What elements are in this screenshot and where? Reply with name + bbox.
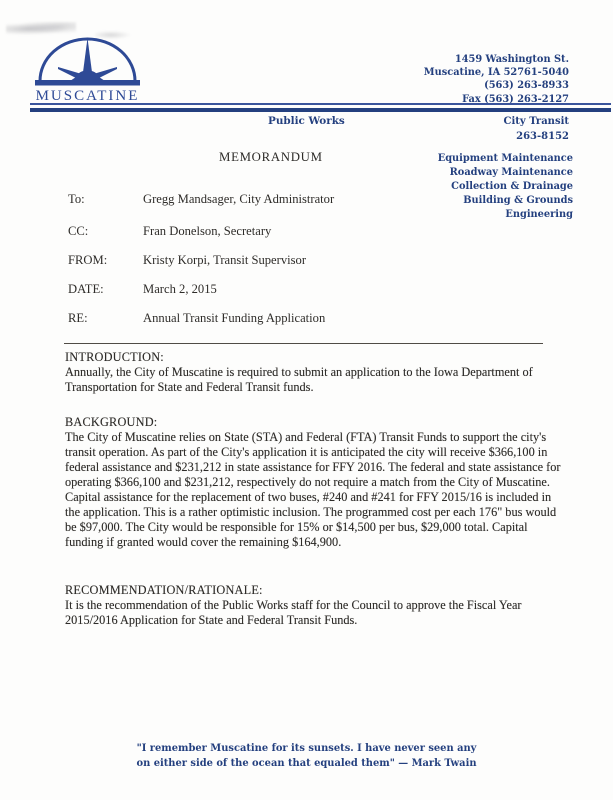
- footer-quote: [0, 741, 613, 771]
- section-divider: [64, 343, 543, 344]
- field-value: Annual Transit Funding Application: [143, 311, 326, 325]
- field-label: DATE:: [68, 282, 104, 296]
- field-label: CC:: [68, 224, 89, 238]
- memo-field-to: [68, 192, 334, 207]
- paragraph: It is the recommendation of the Public Works staff for the Council to approve the Fiscal Year 2015/2016 Application for State and Federal Transit Funds.: [65, 598, 522, 627]
- division-item: Collection & Drainage: [451, 181, 573, 192]
- address-line: Muscatine, IA 52761-5040: [423, 67, 569, 79]
- memo-field-re: [68, 311, 334, 326]
- field-value: March 2, 2015: [143, 282, 217, 296]
- arch-sunburst-emblem-icon: [34, 36, 141, 88]
- address-line: (563) 263-8933: [484, 80, 569, 92]
- division-item: Building & Grounds: [463, 195, 573, 206]
- city-logo: [34, 36, 141, 104]
- scan-artifact: [6, 22, 76, 36]
- paragraph: Annually, the City of Muscatine is required to submit an application to the Iowa Department of Transportation for State and Federal Transit funds.: [65, 365, 533, 394]
- quote-line: "I remember Muscatine for its sunsets. I have never seen any: [136, 743, 477, 754]
- letterhead-address: [424, 53, 569, 106]
- division-item: Equipment Maintenance: [437, 153, 573, 164]
- unit-phone: 263-8152: [516, 130, 569, 142]
- field-label: RE:: [68, 311, 88, 325]
- department-label: Public Works: [268, 115, 345, 127]
- field-label: FROM:: [68, 253, 108, 267]
- section-recommendation: [65, 583, 562, 628]
- field-value: Gregg Mandsager, City Administrator: [143, 192, 335, 206]
- letterhead-rule: [30, 103, 611, 112]
- section-heading: BACKGROUND:: [65, 415, 158, 429]
- address-line: Fax (563) 263-2127: [462, 93, 569, 105]
- field-label: To:: [68, 192, 85, 206]
- paragraph: Capital assistance for the replacement of two buses, #240 and #241 for FFY 2015/16 is included in the application. This is a rather optimistic inclusion. The programmed cost per each 176" bus would be $97,000. The City would be responsible for 15% or $14,500 per bus, $29,000 total. Capital funding if granted would cover the remaining $164,900.: [65, 490, 557, 549]
- quote-line: on either side of the ocean that equaled them" — Mark Twain: [136, 758, 477, 769]
- paragraph: The City of Muscatine relies on State (STA) and Federal (FTA) Transit Funds to support the city's transit operation. As part of the City's application it is anticipated the city will receive $366,100 in federal assistance and $231,212 in state assistance for FFY 2016. The federal and state assistance for operating $366,100 and $231,212, respectively do not require a match from the City of Muscatine.: [65, 430, 561, 489]
- logo-wordmark: MUSCATINE: [35, 88, 140, 104]
- division-item: Engineering: [505, 209, 573, 220]
- memo-field-from: [68, 253, 334, 268]
- memo-title: MEMORANDUM: [219, 150, 323, 164]
- section-background: [65, 415, 562, 550]
- division-item: Roadway Maintenance: [449, 167, 573, 178]
- memo-body: [65, 350, 562, 628]
- memo-fields: [68, 192, 334, 340]
- memo-field-date: [68, 282, 334, 297]
- address-line: 1459 Washington St.: [454, 54, 569, 65]
- division-list: [438, 152, 573, 222]
- unit-block: [504, 115, 569, 144]
- memo-field-cc: [68, 224, 334, 239]
- section-heading: INTRODUCTION:: [65, 350, 164, 364]
- section-heading: RECOMMENDATION/RATIONALE:: [65, 583, 263, 597]
- field-value: Fran Donelson, Secretary: [143, 224, 272, 238]
- field-value: Kristy Korpi, Transit Supervisor: [143, 253, 307, 267]
- section-introduction: [65, 350, 562, 395]
- unit-label: City Transit: [503, 116, 569, 127]
